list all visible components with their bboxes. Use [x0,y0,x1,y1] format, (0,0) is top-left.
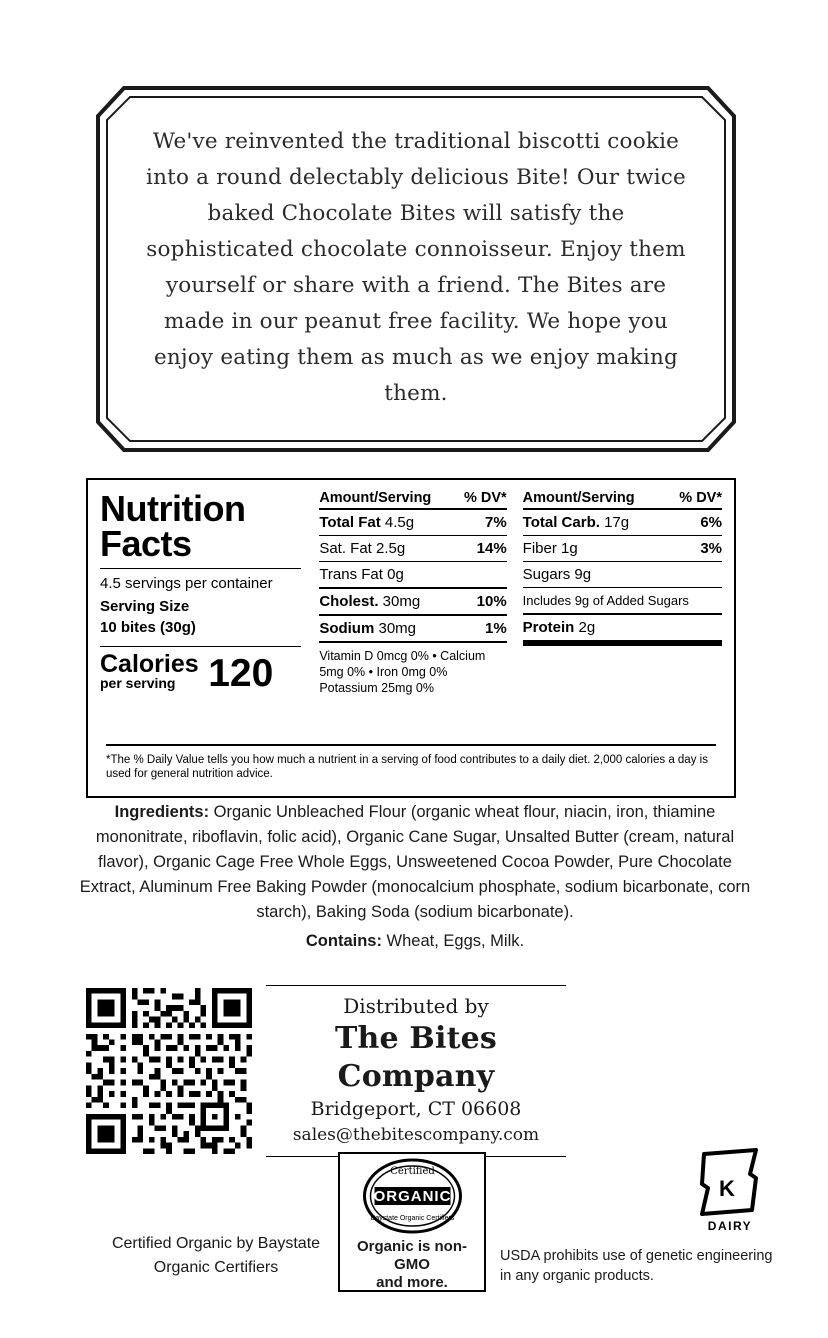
nutrient-amount: 9g [574,566,592,583]
kosher-dairy-symbol [694,1148,766,1234]
servings-per-container: 4.5 servings per container [100,575,273,592]
nutrient-name: Sodium [319,620,375,637]
nutrition-middle-column [311,490,514,742]
story-panel [96,86,736,452]
nutrient-row [319,562,506,587]
nutrition-left-column [100,490,311,742]
qr-code-image[interactable] [86,988,252,1154]
nutrient-name: Total Fat [319,514,381,531]
nutrient-dv: 1% [484,620,507,637]
nutrient-amount: 2g [578,619,596,636]
company-email[interactable]: sales@thebitescompany.com [292,1125,540,1145]
calories-value: 120 [208,652,274,695]
nutrient-row [523,510,722,535]
story-text: We've reinvented the traditional biscotti cookie into a round delectably delicious Bite! Our twice baked Chocolate Bites will satisfy the sophisticated chocolate connoisseur. Enjoy them yourself or share with a friend. The Bites are made in our peanut free facility. We hope you enjoy eating them as much as we enjoy making them. [146,129,686,406]
nutrient-name: Sat. Fat [319,540,372,557]
micronutrients-line1: Vitamin D 0mcg 0% • Calcium 5mg 0% • Iron 0mg 0% [319,649,486,679]
nutrient-name: Total Carb. [522,514,600,531]
company-name: The Bites Company [334,1021,498,1094]
distributor-block [266,985,566,1157]
percent-dv-header-right: % DV* [679,490,722,506]
contains-text: Wheat, Eggs, Milk. [381,932,525,950]
amount-per-serving-header-mid: Amount/Serving [319,490,432,506]
kosher-k-icon [694,1148,766,1234]
svg-text:Certified: Certified [389,1166,435,1177]
nutrient-dv: 6% [700,514,722,531]
amount-per-serving-header-right: Amount/Serving [522,490,635,506]
nutrient-amount: 2.5g [376,540,406,557]
nutrient-name: Cholest. [319,593,379,610]
nutrient-row [523,615,722,640]
percent-dv-header-mid: % DV* [463,490,507,506]
ingredients-block [70,800,760,954]
qr-code[interactable] [86,988,252,1154]
nutrient-row [523,588,722,613]
nutrient-dv: 10% [476,593,507,610]
serving-size-value: 10 bites (30g) [100,619,196,636]
divider [266,985,566,986]
svg-text:Baystate Organic Certifiers: Baystate Organic Certifiers [370,1215,454,1222]
nutrient-amount: 17g [604,514,630,531]
nutrition-title-line1: Nutrition [100,488,246,529]
nutrient-row [523,562,722,587]
company-city: Bridgeport, CT 06608 [310,1098,522,1120]
contains-block [70,925,760,954]
nutrient-dv: 3% [700,540,722,557]
seal-subtitle-line1: Organic is non-GMO [356,1238,467,1273]
nutrient-row [523,536,722,561]
seal-subtitle-line2: and more. [376,1274,448,1291]
certified-organic-by-text: Certified Organic by Baystate Organic Certifiers [111,1235,321,1276]
nutrient-name: Fiber [522,540,557,557]
nutrient-row [319,616,506,641]
nutrient-amount: 30mg [378,620,417,637]
calories-sublabel: per serving [100,675,176,691]
nutrient-row [319,536,506,561]
serving-size-label: Serving Size [100,598,190,615]
added-sugars-note: Includes 9g of Added Sugars [522,593,689,608]
organic-seal [338,1152,486,1292]
calories-label: Calories [100,650,199,678]
nutrient-dv: 7% [484,514,507,531]
nutrient-name: Sugars [522,566,571,583]
distributed-by-label: Distributed by [343,994,489,1018]
svg-text:DAIRY: DAIRY [707,1219,753,1233]
organic-seal-icon [341,1154,484,1238]
nutrient-name: Trans Fat [319,566,383,583]
nutrient-row [319,510,506,535]
ingredients-text: Organic Unbleached Flour (organic wheat flour, niacin, iron, thiamine mononitrate, riboflavin, folic acid), Organic Cane Sugar, Unsalted Butter (cream, natural flavor), Organic Cage Free Whole Eggs, Unsweetened Cocoa Powder, Pure Chocolate Extract, Aluminum Free Baking Powder (monocalcium phosphate, sodium bicarbonate, corn starch), Baking Soda (sodium bicarbonate). [79,803,751,921]
nutrition-right-column [515,490,722,742]
nutrition-facts-panel [86,478,736,798]
micronutrients-line2: Potassium 25mg 0% [319,681,434,695]
usda-note: USDA prohibits use of genetic engineering in any organic products. [500,1248,773,1284]
divider [523,640,722,646]
nutrient-amount: 1g [561,540,578,557]
svg-text:K: K [719,1176,735,1201]
contains-label: Contains: [305,932,382,950]
nutrient-amount: 0g [387,566,404,583]
ingredients-label: Ingredients: [114,803,210,821]
nutrient-amount: 30mg [382,593,421,610]
nutrient-dv: 14% [476,540,507,557]
nutrient-row [319,589,506,614]
nutrient-amount: 4.5g [384,514,415,531]
daily-value-footnote: *The % Daily Value tells you how much a nutrient in a serving of food contributes to a daily diet. 2,000 calories a day is used for general nutrition advice. [106,754,708,780]
nutrition-title-line2: Facts [100,523,192,564]
svg-text:ORGANIC: ORGANIC [373,1188,451,1205]
nutrient-name: Protein [522,619,575,636]
